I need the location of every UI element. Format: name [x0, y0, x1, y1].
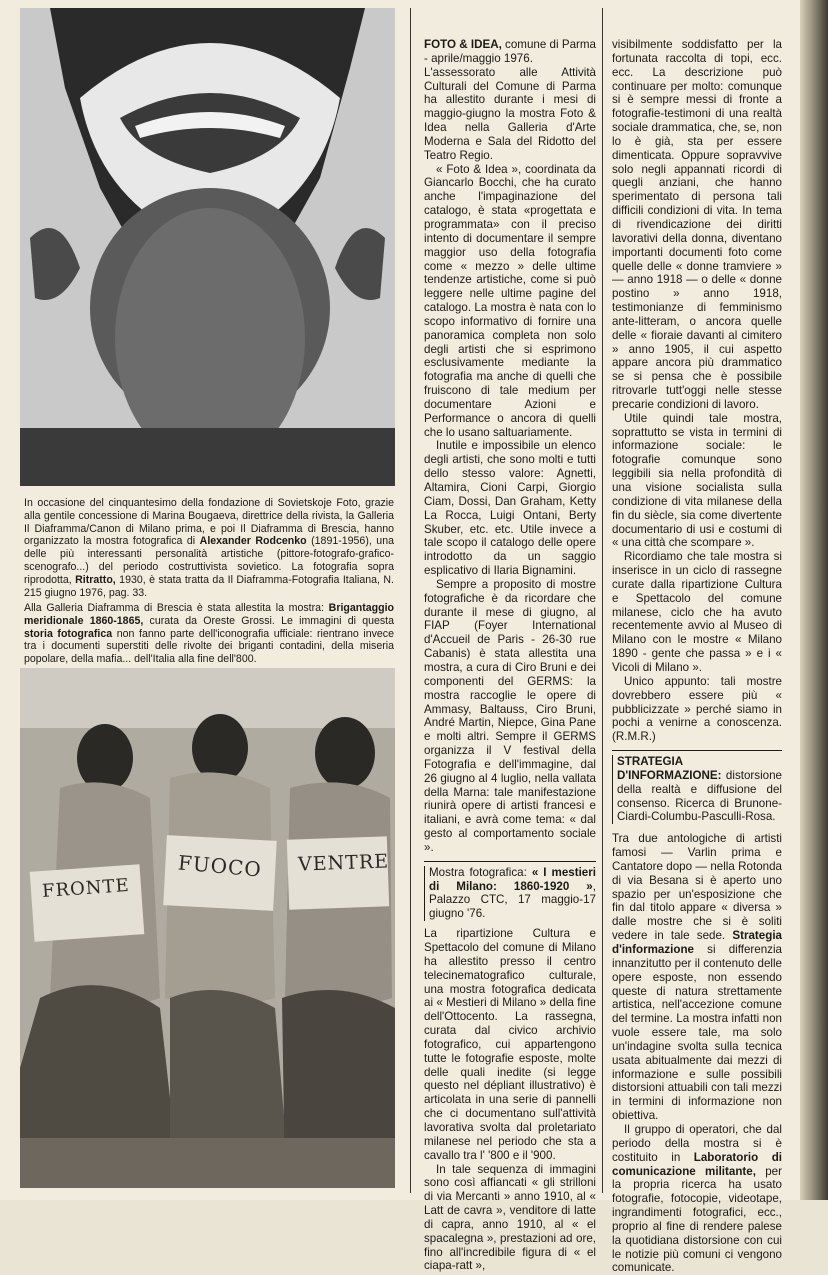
article-paragraph — [612, 1123, 782, 1275]
article-paragraph: visibilmente soddisfatto per la fortunata raccolta di topi, ecc. ecc. La descrizione può continuare per molto: comunque si è sempre messi di fronte a fotografie-testimoni di una realtà sociale drammatica, che, se, non lo è già, sta per essere dimenticata. Oppure sopravvive solo negli appannati ricordi di quegli anziani, che hanno sperimentato di persona tali difficili condizioni di vita. In tema di rivendicazione dei diritti lavorativi della donna, diventano importanti documenti foto come quelle delle « donne tramviere » — anno 1918 — o delle « donne postino » anno 1918, testimonianze di femminismo ante-litteram, o ancora quelle delle « fioraie davanti al cimitero » anno 1905, il cui aspetto appare ancora più drammatico se si pensa che è possibile ritrovarle tutt'oggi nelle stesse precarie condizioni di lavoro. — [612, 38, 782, 411]
portrait-photo — [20, 8, 395, 486]
paragraph-text: per la propria ricerca ha usato fotografie, fotocopie, videotape, ingrandimenti fotografici, ecc., proprio al fine di rendere palese la quotidiana distorsione con cui le notizie più comuni ci vengono comunicate. — [612, 1164, 782, 1275]
paragraph-text: Tra due antologiche di artisti famosi — Varlin prima e Cantatore dopo — nella Rotonda di via Besana si è aperto uno spazio per un'esposizione che fin dal titolo appare « diversa » dalle mostre che si è soliti vedere in tale sede. — [612, 832, 782, 943]
sign-fronte: FRONTE — [41, 874, 131, 903]
artist-name: Alexander Rodcenko — [199, 535, 307, 548]
caption-text: Alla Galleria Diaframma di Brescia è stata allestita la mostra: — [24, 602, 329, 614]
rodchenko-caption — [24, 497, 394, 599]
brigands-photo — [20, 668, 395, 1188]
column-divider — [410, 8, 411, 1193]
article-paragraph: In tale sequenza di immagini sono così affiancati « gli strilloni di via Mercanti » anno 1910, al « Latt de cavra », venditore di latte di capra, anno 1910, al « el spacalegna », prestazioni ad ore, fino all'incredibile figura di « el ciapa-ratt », — [424, 1162, 596, 1273]
paragraph-text: si differenzia innanzitutto per il contenuto delle opere esposte, non essendo queste di natura strettamente artistica, nell'accezione comune del termine. La mostra infatti non vuole essere tale, ma solo un'indagine svolta sulla tecnica usata abitualmente dai mezzi di informazione e sulle possibili distorsioni attuabili con tali mezzi in termini di informazione non obiettiva. — [612, 943, 782, 1123]
column-middle — [424, 38, 596, 1273]
brigands-photo-drawing — [20, 668, 395, 1188]
section-heading-intro: Mostra fotografica: — [429, 865, 532, 879]
article-paragraph: L'assessorato alle Attività Culturali del Comune di Parma ha allestito durante i mesi di maggio-giugno la mostra Foto & Idea nella Galleria d'Arte Moderna e Sala del Ridotto del Teatro Regio. — [424, 65, 596, 162]
sign-ventre: VENTRE — [297, 850, 390, 876]
portrait-photo-drawing — [20, 8, 395, 486]
sign-fuoco: FUOCO — [177, 850, 263, 882]
article-paragraph: Inutile e impossibile un elenco degli artisti, che sono molti e tutti dello stesso valore: Agnetti, Altamira, Cioni Carpi, Giorgio Ciam, Dossi, Dan Graham, Ketty La Rocca, Luigi Ontani, Berty Skuber, etc. etc. Utile invece a tale scopo il catalogo delle opere introdotto da un saggio esplicativo di Ilaria Bignamini. — [424, 439, 596, 578]
strategia-heading — [612, 755, 782, 824]
caption-text: In occasione del cinquantesimo della fondazione di Sovietskoje Foto, grazie alla gentile concessione di Marina Bougaeva, direttrice della rivista, la Galleria Il Diaframma/Canon di Milano prima, e poi Il Diaframma di Brescia, hanno organizzato la mostra fotografica di — [24, 497, 394, 548]
paragraph-text: Il gruppo di operatori, che dal periodo della mostra si è costituito in — [612, 1122, 782, 1164]
strategia-section — [612, 750, 782, 1275]
section-heading: STRATEGIA D'INFORMAZIONE: — [617, 755, 722, 782]
article-paragraph — [612, 832, 782, 1123]
section-heading-rest: distorsione della realtà e diffusione del consenso. Ricerca di Brunone-Ciardi-Columbu-Pasculli-Rosa. — [617, 768, 782, 824]
article-paragraph: Unico appunto: tali mostre dovrebbero essere più « pubblicizzate » perché siamo in pochi a venirne a conoscenza. (R.M.R.) — [612, 674, 782, 744]
section-heading: « I mestieri di Milano: 1860-1920 » — [429, 865, 596, 893]
article-paragraph: La ripartizione Cultura e Spettacolo del comune di Milano ha allestito presso il centro telecinematografico culturale, una mostra fotografica dedicata ai « Mestieri di Milano » della fine dell'Ottocento. La rassegna, curata dal civico archivio fotografico, cui appartengono tutte le fotografie esposte, molte delle quali inedite (si legge questo nel dépliant illustrativo) è articolata in una serie di pannelli che ci documentano sull'attività lavorativa svolta dal proletariato milanese nel periodo che sta a cavallo tra l' '800 e il '900. — [424, 927, 596, 1162]
mestieri-section — [424, 861, 596, 1273]
article-paragraph: Utile quindi tale mostra, soprattutto se vista in termini di informazione sociale: le fotografie comunque sono leggibili sia nella profondità di una visione socialista sulla condizione di vita milanese della fin du siècle, sia come divertente documentario di usi e costumi di « una città che scompare ». — [612, 411, 782, 550]
section-heading-rest: , Palazzo CTC, 17 maggio-17 giugno '76. — [429, 879, 596, 921]
article-paragraph: Sempre a proposito di mostre fotografiche è da ricordare che durante il mese di giugno, al FIAP (Foyer International d'Accueil de Paris - 26-30 rue Cabanis) è stata allestita una mostra, a cura di Ciro Bruni e dei componenti del GERMS: la mostra raccoglie le opere di Ammasy, Baltauss, Ciro Bruni, André Martin, Niepce, Gina Pane e molti altri. Sempre il GERMS organizza il V festival della Fotografia e dell'immagine, dal 26 giugno al 4 luglio, nella vallata della Marna: tale manifestazione riunirà opere di artisti francesi e italiani, e avrà come tema: « dal gesto al comportamento sociale ». — [424, 577, 596, 854]
brigantaggio-caption — [24, 602, 394, 666]
caption-text: 1930, è stata tratta da Il Diaframma-Fotografia Italiana, N. 215 giugno 1976, pag. 33. — [24, 573, 394, 599]
emphasis-text: Strategia d'informazione — [612, 929, 782, 956]
caption-text: (1891-1956), una delle più interessanti personalità artistiche (pittore-fotografo-grafico-scenografo...) del periodo costruttivista sovietico. La fotografia sopra riprodotta, — [24, 535, 394, 586]
column-divider — [602, 8, 603, 1193]
photo-title: Ritratto, — [75, 573, 116, 586]
article-paragraph: « Foto & Idea », coordinata da Giancarlo Bocchi, che ha curato anche l'impaginazione del catalogo, è stata «progettata e programmata» con il preciso intento di documentare il sempre maggior uso della fotografia come « mezzo » delle ultime tendenze artistiche, come si può leggere nelle ultime pagine del catalogo. La mostra è nata con lo scopo informativo di fornire una panoramica completa non solo degli artisti che si esprimono esclusivamente mediante la fotografia ma anche di quelli che fruiscono di tale medium per documentare Azioni e Performance o ancora di quelli che lo usano saltuariamente. — [424, 162, 596, 439]
mestieri-heading — [424, 866, 596, 921]
foto-idea-heading — [424, 38, 596, 66]
emphasis-text: storia fotografica — [24, 627, 113, 640]
emphasis-text: Laboratorio di comunicazione militante, — [612, 1150, 782, 1178]
section-heading: FOTO & IDEA, — [424, 38, 502, 51]
column-right — [612, 38, 782, 1275]
exhibition-title: Brigantaggio meridionale 1860-1865, — [24, 602, 394, 627]
section-heading-rest: comune di Parma - aprile/maggio 1976. — [424, 38, 596, 65]
page-binding-edge — [800, 0, 828, 1200]
article-paragraph: Ricordiamo che tale mostra si inserisce in un ciclo di rassegne curate dalla ripartizione Cultura e Spettacolo del comune milanese, ciclo che ha avuto recentemente avvio al Museo di Milano con le mostre « Milano 1890 - gente che passa » e i « Vicoli di Milano ». — [612, 550, 782, 674]
caption-text: curata da Oreste Grossi. Le immagini di questa — [143, 614, 394, 627]
caption-text: non fanno parte dell'iconografia ufficiale: rientrano invece tra i documenti superstiti delle rivolte dei briganti contadini, della miseria popolare, della mafia... dell'Italia alla fine dell'800. — [24, 627, 394, 666]
